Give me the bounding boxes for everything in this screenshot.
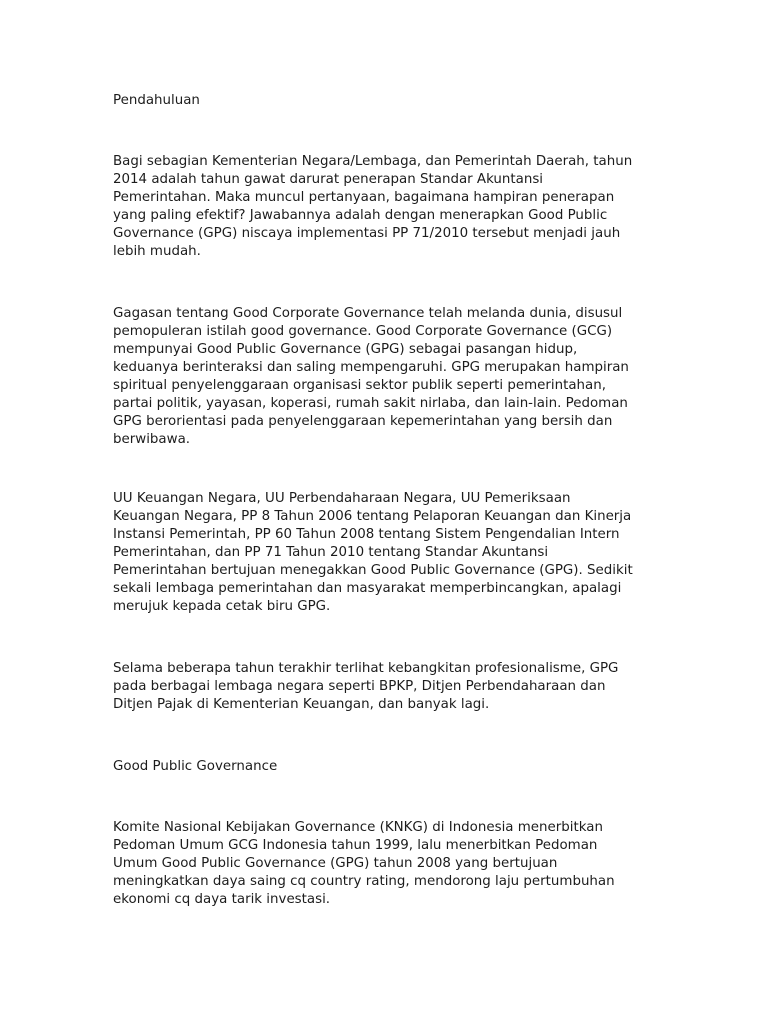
paragraph-gcg: Gagasan tentang Good Corporate Governance telah melanda dunia, disusul pemopuleran istilah good governance. Good Corporate Governance (GCG) mempunyai Good Public Governance (GPG) sebagai pasangan hidup, keduanya berinteraksi dan saling mempengaruhi. GPG merupakan hampiran spiritual penyelenggaraan organisasi sektor publik seperti pemerintahan, partai politik, yayasan, koperasi, rumah sakit nirlaba, dan lain-lain. Pedoman GPG berorientasi pada penyelenggaraan kepemerintahan yang bersih dan berwibawa. (113, 306, 629, 447)
paragraph-professionalism: Selama beberapa tahun terakhir terlihat kebangkitan profesionalisme, GPG pada berbagai lembaga negara seperti BPKP, Ditjen Perbendaharaan dan Ditjen Pajak di Kementerian Keuangan, dan banyak lagi. (113, 661, 619, 712)
section-heading-pendahuluan: Pendahuluan (113, 93, 200, 108)
paragraph-regulations: UU Keuangan Negara, UU Perbendaharaan Negara, UU Pemeriksaan Keuangan Negara, PP 8 Tahun 2006 tentang Pelaporan Keuangan dan Kinerja Instansi Pemerintah, PP 60 Tahun 2008 tentang Sistem Pengendalian Intern Pemerintahan, dan PP 71 Tahun 2010 tentang Standar Akuntansi Pemerintahan bertujuan menegakkan Good Public Governance (GPG). Sedikit sekali lembaga pemerintahan dan masyarakat memperbincangkan, apalagi merujuk kepada cetak biru GPG. (113, 491, 633, 614)
paragraph-intro: Bagi sebagian Kementerian Negara/Lembaga, dan Pemerintah Daerah, tahun 2014 adalah tahun gawat darurat penerapan Standar Akuntansi Pemerintahan. Maka muncul pertanyaan, bagaimana hampiran penerapan yang paling efektif? Jawabannya adalah dengan menerapkan Good Public Governance (GPG) niscaya implementasi PP 71/2010 tersebut menjadi jauh lebih mudah. (113, 154, 633, 259)
section-heading-good-public-governance: Good Public Governance (113, 759, 278, 774)
paragraph-knkg: Komite Nasional Kebijakan Governance (KNKG) di Indonesia menerbitkan Pedoman Umum GCG Indonesia tahun 1999, lalu menerbitkan Pedoman Umum Good Public Governance (GPG) tahun 2008 yang bertujuan meningkatkan daya saing cq country rating, mendorong laju pertumbuhan ekonomi cq daya tarik investasi. (113, 820, 615, 907)
